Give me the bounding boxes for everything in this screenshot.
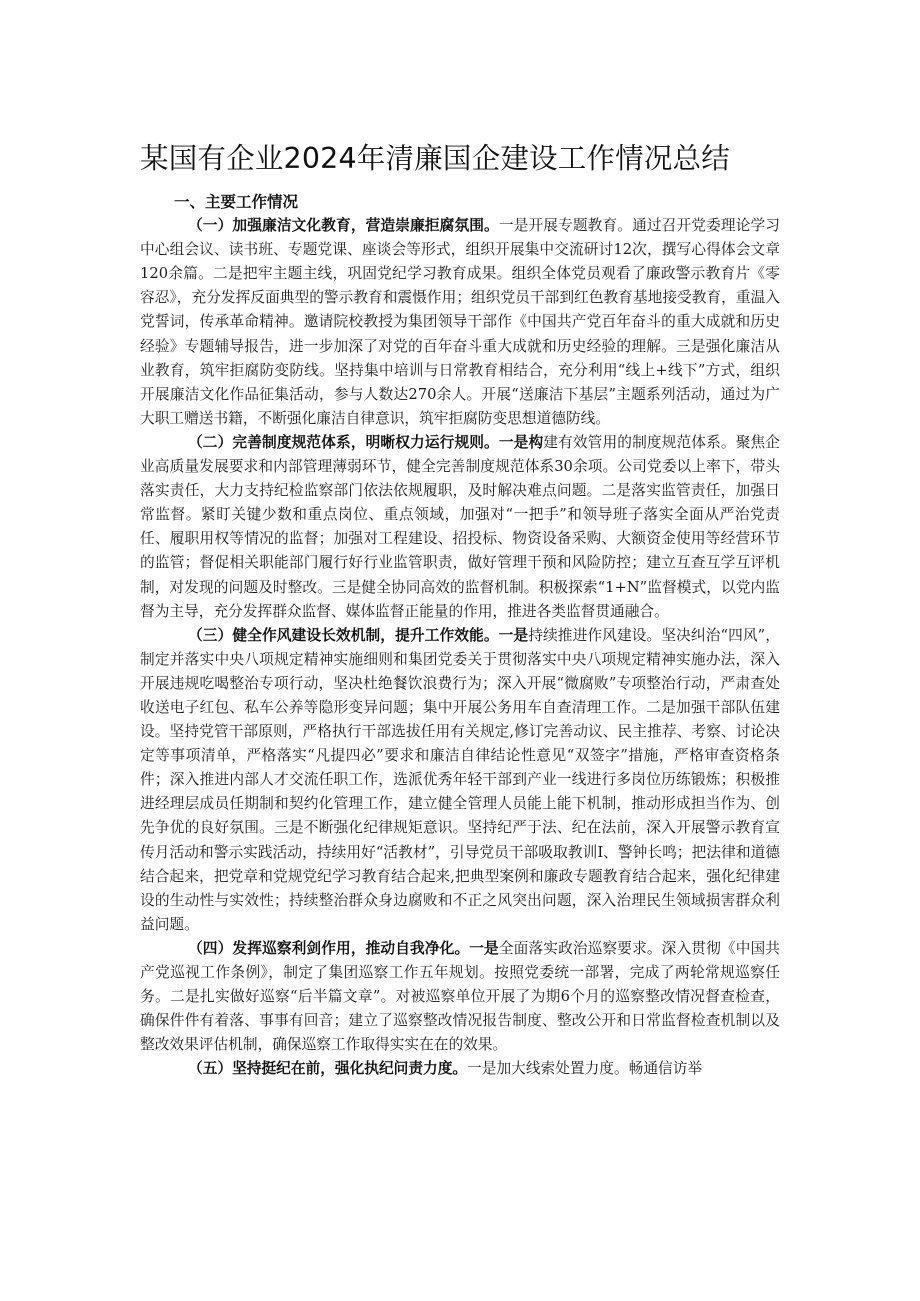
paragraph-text: 建有效管用的制度规范体系。聚焦企业高质量发展要求和内部管理薄弱环节，健全完善制度规范体系30余项。公司党委以上率下，带头落实责任，大力支持纪检监察部门依法依规履职，及时解决难点问题。二是落实监管责任，加强日常监督。紧盯关键少数和重点岗位、重点领域，加强对“一把手”和领导班子落实全面从严治党责任、履职用权等情况的监督；加强对工程建设、招投标、物资设备采购、大额资金使用等经营环节的监管；督促相关职能部门履行好行业监管职责，做好管理干预和风险防控；建立互查互学互评机制，对发现的问题及时整改。三是健全协同高效的监督机制。积极探索“1+N”监督模式，以党内监督为主导，充分发挥群众监督、媒体监督正能量的作用，推进各类监督贯通融合。 xyxy=(140,433,780,620)
paragraph-inspection xyxy=(140,937,780,1057)
paragraph-institutional-system xyxy=(140,431,780,624)
paragraph-text: 全面落实政治巡察要求。深入贯彻《中国共产党巡视工作条例》，制定了集团巡察工作五年规划。按照党委统一部署，完成了两轮常规巡察任务。二是扎实做好巡察“后半篇文章”。对被巡察单位开展了为期6个月的巡察整改情况督查检查，确保件件有着落、事事有回音；建立了巡察整改情况报告制度、整改公开和日常监督检查机制以及整改效果评估机制，确保巡察工作取得实实在在的效果。 xyxy=(140,939,780,1054)
paragraph-heading: （四）发挥巡察利剑作用，推动自我净化。一是 xyxy=(188,939,499,957)
section-heading: 一、主要工作情况 xyxy=(174,193,299,211)
document-title: 某国有企业2024年清廉国企建设工作情况总结 xyxy=(140,142,730,175)
paragraph-discipline xyxy=(140,1057,780,1081)
paragraph-text: 一是开展专题教育。通过召开党委理论学习中心组会议、读书班、专题党课、座谈会等形式，组织开展集中交流研讨12次，撰写心得体会文章120余篇。二是把牢主题主线，巩固党纪学习教育成果。组织全体党员观看了廉政警示教育片《零容忍》，充分发挥反面典型的警示教育和震慑作用；组织党员干部到红色教育基地接受教育，重温入党誓词，传承革命精神。邀请院校教授为集团领导干部作《中国共产党百年奋斗的重大成就和历史经验》专题辅导报告，进一步加深了对党的百年奋斗重大成就和历史经验的理解。三是强化廉洁从业教育，筑牢拒腐防变防线。坚持集中培训与日常教育相结合，充分利用“线上+线下”方式，组织开展廉洁文化作品征集活动，参与人数达270余人。开展“送廉洁下基层”主题系列活动，通过为广大职工赠送书籍，不断强化廉洁自律意识，筑牢拒腐防变思想道德防线。 xyxy=(140,217,780,427)
paragraph-heading: （一）加强廉洁文化教育，营造崇廉拒腐氛围。 xyxy=(188,217,499,235)
paragraph-heading: （二）完善制度规范体系，明晰权力运行规则。一是构 xyxy=(188,433,544,451)
paragraph-culture-education xyxy=(140,214,780,431)
paragraph-heading: （五）坚持挺纪在前，强化执纪问责力度。 xyxy=(188,1060,468,1078)
document-body xyxy=(140,190,780,1081)
paragraph-text: 持续推进作风建设。坚决纠治“四风”，制定并落实中央八项规定精神实施细则和集团党委关于贯彻落实中央八项规定精神实施办法，深入开展违规吃喝整治专项行动，坚决杜绝餐饮浪费行为；深入开展“微腐败”专项整治行动，严肃查处收送电子红包、私车公养等隐形变异问题；集中开展公务用车自查清理工作。二是加强干部队伍建设。坚持党管干部原则，严格执行干部选拔任用有关规定,修订完善动议、民主推荐、考察、讨论决定等事项清单，严格落实“凡提四必”要求和廉洁自律结论性意见“双签字”措施，严格审查资格条件；深入推进内部人才交流任职工作，选派优秀年轻干部到产业一线进行多岗位历练锻炼；积极推进经理层成员任期制和契约化管理工作，建立健全管理人员能上能下机制，推动形成担当作为、创先争优的良好氛围。三是不断强化纪律规矩意识。坚持纪严于法、纪在法前，深入开展警示教育宣传月活动和警示实践活动，持续用好“活教材”，引导党员干部吸取教训I、警钟长鸣；把法律和道德结合起来，把党章和党规党纪学习教育结合起来,把典型案例和廉政专题教育结合起来，强化纪律建设的生动性与实效性；持续整治群众身边腐败和不正之风突出问题，深入治理民生领域损害群众利益问题。 xyxy=(140,626,780,933)
paragraph-work-style xyxy=(140,624,780,937)
paragraph-heading: （三）健全作风建设长效机制，提升工作效能。一是 xyxy=(188,626,529,644)
paragraph-text: 一是加大线索处置力度。畅通信访举 xyxy=(467,1060,703,1078)
